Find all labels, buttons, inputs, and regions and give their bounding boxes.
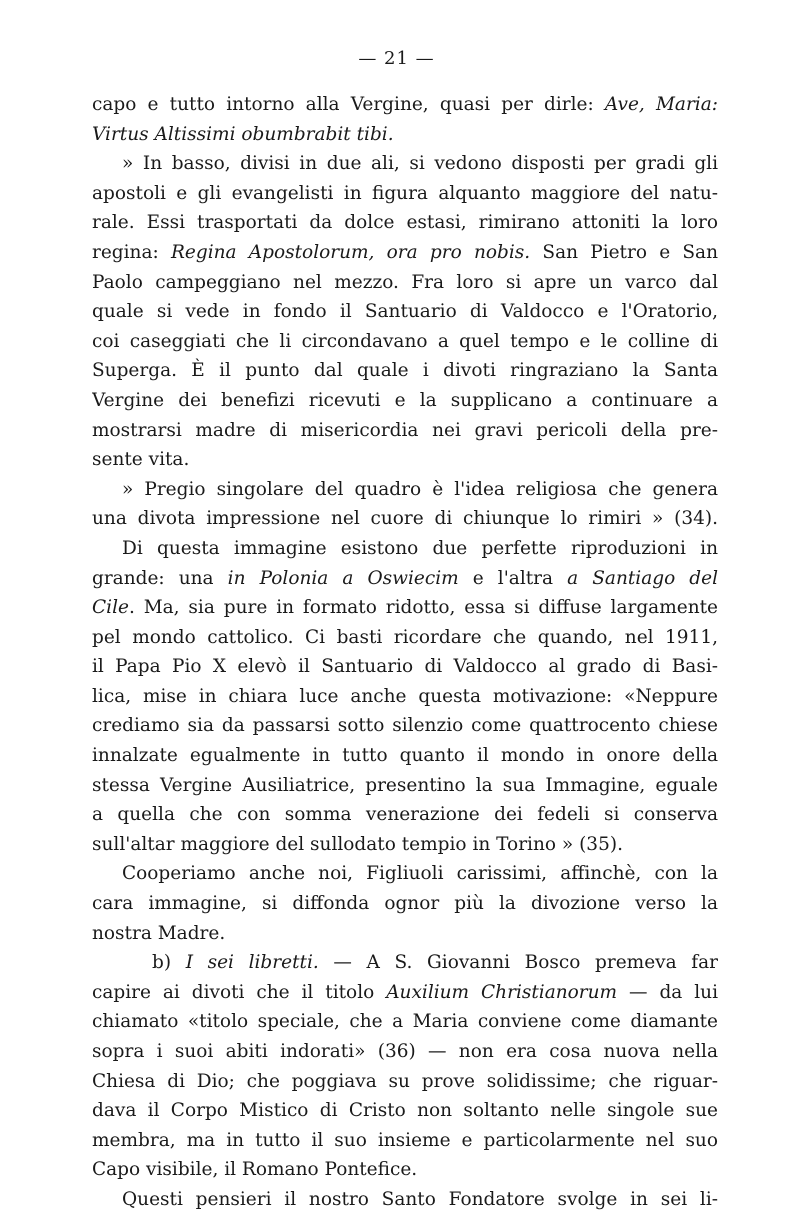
- text-segment: una divota impressione nel cuore di chiunque lo rimiri » (34).: [92, 508, 718, 530]
- text-segment: Superga. È il punto dal quale i divoti ringraziano la Santa: [92, 360, 718, 382]
- text-segment: Chiesa di Dio; che poggiava su prove solidissime; che riguar-: [92, 1070, 718, 1092]
- text-segment: il Papa Pio X elevò il Santuario di Valdocco al grado di Basi-: [92, 656, 718, 678]
- text-line: [92, 652, 718, 682]
- text-segment: chiamato «titolo speciale, che a Maria conviene come diamante: [92, 1011, 718, 1033]
- text-line: [92, 504, 718, 534]
- text-line: [92, 711, 718, 741]
- italic-text-segment: Virtus Altissimi obumbrabit tibi.: [92, 123, 394, 145]
- text-line: [92, 445, 718, 475]
- text-segment: dava il Corpo Mistico di Cristo non soltanto nelle singole sue: [92, 1100, 718, 1122]
- text-line: [92, 830, 718, 860]
- italic-text-segment: Auxilium Christianorum: [386, 981, 618, 1003]
- page-number: — 21 —: [358, 48, 435, 69]
- text-line: [92, 948, 718, 978]
- text-segment: grande: una: [92, 567, 228, 589]
- text-segment: — da lui: [617, 981, 718, 1003]
- text-segment: lica, mise in chiara luce anche questa motivazione: «Neppure: [92, 685, 718, 707]
- page-body-text: [92, 90, 718, 1215]
- text-segment: stessa Vergine Ausiliatrice, presentino la sua Immagine, eguale: [92, 774, 718, 796]
- text-line: [92, 1155, 718, 1185]
- text-line: [92, 593, 718, 623]
- text-line: [92, 1185, 718, 1215]
- text-segment: quale si vede in fondo il Santuario di Valdocco e l'Oratorio,: [92, 301, 718, 323]
- text-segment: regina:: [92, 241, 171, 263]
- text-segment: capo e tutto intorno alla Vergine, quasi per dirle:: [92, 94, 605, 115]
- text-line: [92, 564, 718, 594]
- text-line: [92, 800, 718, 830]
- text-line: [92, 90, 718, 120]
- text-line: [92, 297, 718, 327]
- text-segment: innalzate egualmente in tutto quanto il mondo in onore della: [92, 745, 718, 767]
- text-line: [92, 889, 718, 919]
- text-line: [92, 771, 718, 801]
- text-line: [92, 238, 718, 268]
- text-segment: » In basso, divisi in due ali, si vedono disposti per gradi gli: [122, 153, 718, 175]
- text-segment: » Pregio singolare del quadro è l'idea religiosa che genera: [122, 478, 718, 500]
- text-line: [92, 268, 718, 298]
- text-segment: cara immagine, si diffonda ognor più la divozione verso la: [92, 893, 718, 915]
- text-line: [92, 149, 718, 179]
- text-segment: sente vita.: [92, 449, 190, 471]
- text-line: [92, 1067, 718, 1097]
- text-line: [92, 741, 718, 771]
- text-line: [92, 978, 718, 1008]
- text-segment: — A S. Giovanni Bosco premeva far: [318, 952, 718, 974]
- text-segment: . Ma, sia pure in formato ridotto, essa si diffuse largamente: [128, 597, 718, 619]
- text-segment: membra, ma in tutto il suo insieme e particolarmente nel suo: [92, 1129, 718, 1151]
- text-segment: Di questa immagine esistono due perfette riproduzioni in: [122, 537, 718, 559]
- text-segment: nostra Madre.: [92, 922, 226, 944]
- text-segment: Cooperiamo anche noi, Figliuoli carissimi, affinchè, con la: [122, 863, 718, 885]
- text-line: [92, 682, 718, 712]
- text-segment: mostrarsi madre di misericordia nei gravi pericoli della pre-: [92, 419, 718, 441]
- text-segment: San Pietro e San: [530, 241, 718, 263]
- text-segment: Questi pensieri il nostro Santo Fondatore svolge in sei li-: [122, 1188, 718, 1210]
- text-line: [92, 208, 718, 238]
- text-line: [92, 1037, 718, 1067]
- text-segment: Paolo campeggiano nel mezzo. Fra loro si apre un varco dal: [92, 271, 718, 293]
- italic-text-segment: a Santiago del: [567, 567, 718, 589]
- text-segment: sull'altar maggiore del sullodato tempio in Torino » (35).: [92, 833, 623, 855]
- text-line: [92, 859, 718, 889]
- text-segment: pel mondo cattolico. Ci basti ricordare che quando, nel 1911,: [92, 626, 718, 648]
- text-line: [92, 623, 718, 653]
- text-segment: coi caseggiati che li circondavano a quel tempo e le colline di: [92, 330, 718, 352]
- italic-text-segment: Ave, Maria:: [604, 94, 718, 115]
- text-line: [92, 356, 718, 386]
- text-segment: capire ai divoti che il titolo: [92, 981, 387, 1003]
- text-segment: crediamo sia da passarsi sotto silenzio come quattrocento chiese: [92, 715, 718, 737]
- text-line: [92, 386, 718, 416]
- text-segment: a quella che con somma venerazione dei fedeli si conserva: [92, 804, 718, 826]
- text-segment: apostoli e gli evangelisti in figura alquanto maggiore del natu-: [92, 182, 718, 204]
- text-line: [92, 1096, 718, 1126]
- text-line: [92, 120, 718, 150]
- text-segment: Vergine dei benefizi ricevuti e la supplicano a continuare a: [92, 389, 718, 411]
- text-segment: b): [152, 952, 186, 974]
- text-line: [92, 416, 718, 446]
- text-line: [92, 327, 718, 357]
- text-line: [92, 919, 718, 949]
- text-segment: sopra i suoi abiti indorati» (36) — non era cosa nuova nella: [92, 1041, 718, 1062]
- text-line: [92, 475, 718, 505]
- italic-text-segment: Regina Apostolorum, ora pro nobis.: [170, 241, 531, 263]
- italic-text-segment: Cile: [92, 597, 129, 619]
- text-line: [92, 534, 718, 564]
- text-line: [92, 179, 718, 209]
- italic-text-segment: in Polonia a Oswiecim: [227, 567, 459, 589]
- text-line: [92, 1007, 718, 1037]
- text-segment: Capo visibile, il Romano Pontefice.: [92, 1159, 418, 1181]
- italic-text-segment: I sei libretti.: [185, 952, 319, 974]
- text-segment: rale. Essi trasportati da dolce estasi, rimirano attoniti la loro: [92, 212, 718, 234]
- text-segment: e l'altra: [458, 567, 568, 589]
- text-line: [92, 1126, 718, 1156]
